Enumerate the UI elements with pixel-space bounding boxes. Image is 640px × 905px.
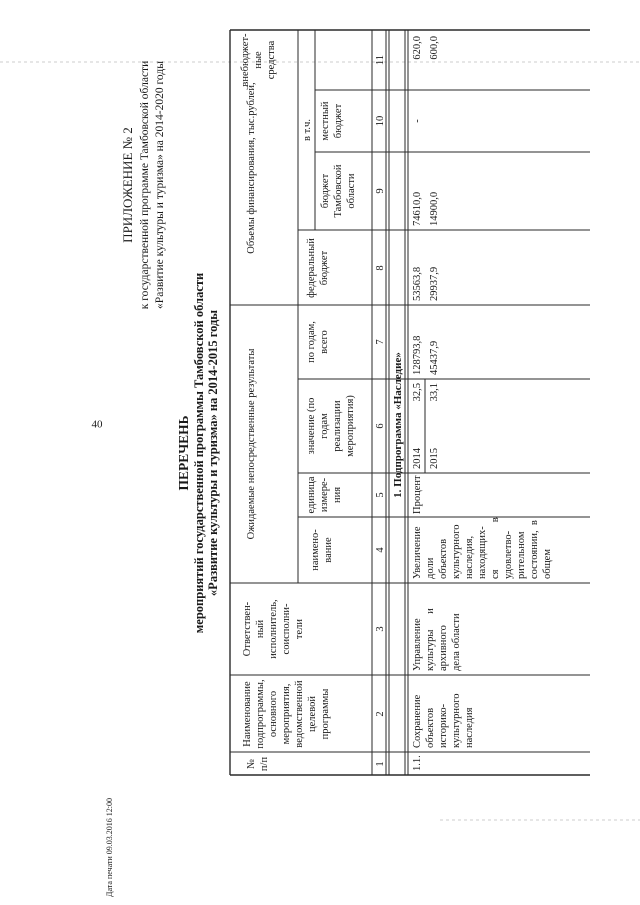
row-value-2015: 33,1 — [429, 383, 440, 402]
col5-line1: единица — [306, 476, 317, 514]
col3-line1: Ответствен- — [242, 601, 253, 657]
row-result-line7: ся в — [490, 517, 501, 579]
row-result-line8: удовлетво- — [503, 530, 514, 579]
col6-line1: значение (по — [306, 397, 317, 455]
col8-line1: федеральный — [306, 238, 317, 298]
col1-line1: № — [246, 758, 257, 770]
col10-line1: местный — [320, 101, 331, 141]
colnum-8: 8 — [375, 265, 386, 271]
row-executor-line2: культуры и — [425, 608, 436, 671]
col9-line3: области — [346, 173, 357, 209]
colnum-9: 9 — [375, 188, 386, 194]
col2-line6: целевой — [307, 696, 318, 732]
col9-line1: бюджет — [320, 173, 331, 209]
row-regional-2014: 74610,0 — [412, 191, 423, 226]
colnum-5: 5 — [375, 492, 386, 498]
col2-line2: подпрограммы, — [255, 679, 266, 749]
row-result-line11: общем — [542, 549, 553, 579]
row-executor-line1: Управление — [412, 618, 423, 671]
row-extra-2015: 600,0 — [429, 36, 440, 60]
col4-line2: вание — [323, 537, 334, 563]
row-result-line3: объектов — [438, 538, 449, 579]
appendix-line-2: «Развитие культуры и туризма» на 2014-2020 годы — [154, 61, 166, 309]
row-name-line1: Сохранение — [412, 694, 423, 748]
col7-line1: по годам, — [306, 321, 317, 363]
appendix-title: ПРИЛОЖЕНИЕ № 2 — [120, 127, 135, 243]
print-date: Дата печати 09.03.2016 12:00 — [105, 798, 114, 897]
heading-line-1: мероприятий государственной программы Тамбовской области — [192, 272, 206, 634]
group-funding: Объемы финансирования, тыс.рублей, — [246, 82, 257, 254]
col2-line3: основного — [268, 690, 279, 738]
row-result-line9: рительном — [516, 531, 527, 579]
col3-line2: ный — [255, 619, 266, 639]
col2-line4: мероприятия, — [281, 683, 292, 745]
colnum-6: 6 — [375, 423, 386, 429]
column-numbers-row — [375, 55, 386, 767]
row-year-2015: 2015 — [429, 448, 440, 469]
row-name-line4: культурного — [451, 693, 462, 748]
col4-line1: наимено- — [310, 529, 321, 571]
colnum-2: 2 — [375, 711, 386, 717]
col11-line1: внебюджет- — [240, 33, 251, 87]
col2-line7: программы — [320, 688, 331, 740]
row-name-line5: наследия — [464, 707, 475, 748]
colnum-11: 11 — [375, 54, 386, 66]
col3-line5: тели — [294, 618, 305, 640]
colnum-3: 3 — [375, 626, 386, 632]
col2-line1: Наименование — [242, 681, 253, 747]
col11-line3: средства — [266, 40, 277, 80]
heading-line-2: «Развитие культуры и туризма» на 2014-2015 годы — [206, 309, 220, 597]
colnum-4: 4 — [375, 547, 386, 553]
row-result-line2: доли — [425, 557, 436, 579]
colnum-1: 1 — [375, 761, 386, 767]
appendix-line-1: к государственной программе Тамбовской области — [139, 60, 151, 310]
table-grid — [230, 30, 590, 775]
row-extra-2014: 620,0 — [412, 36, 423, 60]
col8-line2: бюджет — [319, 250, 330, 286]
col3-line4: соисполни- — [281, 603, 292, 655]
col5-line3: ния — [332, 486, 343, 504]
row-federal-2015: 29937,9 — [429, 266, 440, 301]
table-row — [412, 36, 553, 771]
row-total-2015: 45437,9 — [429, 340, 440, 375]
col10-line2: бюджет — [333, 103, 344, 139]
row-result-line10: состоянии, в — [529, 520, 540, 579]
col6-line3: реализации — [332, 400, 343, 452]
col2-line5: ведомственной — [294, 680, 305, 748]
colnum-10: 10 — [375, 115, 386, 127]
row-executor-line4: дела области — [451, 613, 462, 671]
row-value-2014: 32,5 — [412, 383, 423, 402]
col6-line2: годам — [319, 413, 330, 439]
row-result-line6: находящих- — [477, 526, 488, 579]
subprogram-title: 1. Подпрограмма «Наследие» — [392, 352, 404, 498]
row-federal-2014: 53563,8 — [412, 266, 423, 301]
row-number: 1.1. — [412, 755, 423, 771]
col1-line2: п/п — [259, 756, 270, 772]
col7-line2: всего — [319, 330, 330, 354]
row-result-line1: Увеличение — [412, 526, 423, 579]
col3-line3: исполнитель, — [268, 599, 279, 659]
row-local-2014: - — [412, 119, 423, 123]
row-executor-line3: архивного — [438, 625, 449, 671]
col11-line2: ные — [253, 51, 264, 69]
col9-line2: Тамбовской — [333, 164, 344, 218]
rotated-content — [105, 30, 590, 897]
row-name-line2: объектов — [425, 707, 436, 748]
row-name-line3: историко- — [438, 703, 449, 748]
row-regional-2015: 14900,0 — [429, 191, 440, 226]
row-result-line5: наследия, — [464, 535, 475, 579]
row-result-line4: культурного — [451, 524, 462, 579]
group-including: в т.ч. — [302, 119, 313, 141]
colnum-7: 7 — [375, 339, 386, 345]
col5-line2: измере- — [319, 477, 330, 513]
col6-line4: мероприятия) — [345, 395, 356, 457]
group-results: Ожидаемые непосредственные результаты — [246, 348, 257, 540]
row-year-2014: 2014 — [412, 448, 423, 469]
heading-title: ПЕРЕЧЕНЬ — [176, 415, 191, 491]
row-unit: Процент — [412, 475, 423, 514]
row-total-2014: 128793,8 — [412, 335, 423, 375]
page-number: 40 — [91, 418, 103, 431]
